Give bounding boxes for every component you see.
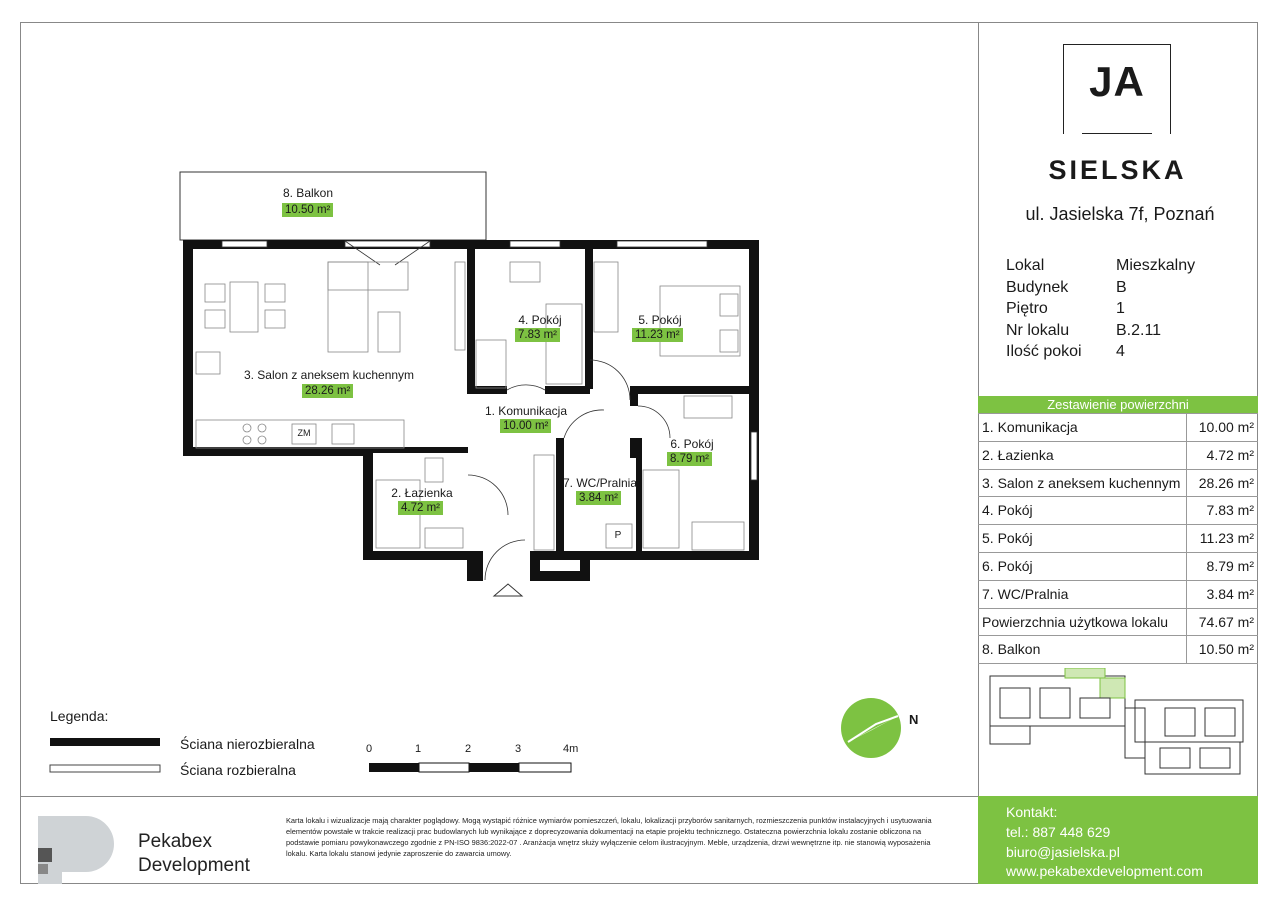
room-name-komunikacja: 1. Komunikacja (484, 404, 568, 418)
developer-logo-icon (34, 808, 134, 884)
info-value: Mieszkalny (1116, 257, 1196, 274)
room-name-pokoj4: 4. Pokój (518, 313, 562, 327)
developer-name (138, 830, 250, 878)
table-cell-name: 2. Łazienka (978, 442, 1187, 469)
scale-tick-4: 4m (563, 743, 579, 755)
legend-solid-label: Ściana nierozbieralna (180, 736, 315, 752)
table-cell-name: 4. Pokój (978, 497, 1187, 524)
room-area-komunikacja: 10.00 m² (500, 419, 551, 433)
fridge-mark: ZM (297, 428, 311, 438)
developer-name-line2: Development (138, 855, 250, 876)
table-cell-name: Powierzchnia użytkowa lokalu (978, 609, 1187, 636)
room-area-balkon: 10.50 m² (282, 203, 333, 217)
contact-email[interactable]: biuro@jasielska.pl (1006, 844, 1120, 860)
contact-title: Kontakt: (1006, 804, 1058, 820)
info-key: Ilość pokoi (1006, 343, 1082, 360)
table-row (978, 581, 1258, 609)
table-cell-value: 8.79 m² (1206, 557, 1254, 574)
info-key: Lokal (1006, 257, 1045, 274)
info-row (1006, 300, 1195, 322)
room-name-balkon: 8. Balkon (282, 186, 334, 200)
building-key-plan (985, 668, 1250, 778)
room-name-wc: 7. WC/Pralnia (562, 476, 638, 490)
table-cell-value: 3.84 m² (1206, 585, 1254, 602)
info-row (1006, 257, 1195, 279)
table-cell-value: 74.67 m² (1198, 613, 1254, 630)
info-key: Budynek (1006, 278, 1069, 296)
info-value: 1 (1116, 300, 1125, 317)
table-cell-name: 5. Pokój (978, 525, 1187, 552)
table-cell-name: 3. Salon z aneksem kuchennym (978, 470, 1187, 497)
info-key: Piętro (1006, 300, 1048, 317)
room-area-salon: 28.26 m² (302, 384, 353, 398)
legend-title: Legenda: (50, 708, 109, 724)
logo-name: SIELSKA (1048, 155, 1187, 185)
address: ul. Jasielska 7f, Poznań (1025, 204, 1215, 224)
scale-bar (369, 763, 571, 772)
table-row (978, 553, 1258, 581)
info-value: B (1116, 278, 1127, 296)
table-row (978, 470, 1258, 498)
room-area-pokoj6: 8.79 m² (667, 452, 712, 466)
table-row (978, 636, 1258, 664)
info-value: 4 (1116, 343, 1125, 360)
compass-label: N (909, 712, 919, 727)
table-cell-name: 1. Komunikacja (978, 414, 1187, 441)
table-row-total (978, 609, 1258, 637)
info-row (1006, 343, 1195, 365)
table-cell-value: 11.23 m² (1199, 530, 1254, 547)
legend-light-line (50, 765, 160, 772)
contact-phone[interactable]: tel.: 887 448 629 (1006, 824, 1111, 840)
disclaimer: Karta lokalu i wizualizacje mają charakter poglądowy. Mogą wystąpić różnice wymiarów pomieszczeń, lokalu, lokalizacji przyborów sanitarnych, rozmieszczenia punktów instalacyjnych i usytuowania elementów powstałe w trakcie realizacji prac budowlanych lub wynikające z doprecyzowania dokumentacji na etapie projektu technicznego. Ostateczna powierzchnia lokalu zostanie obliczona na podstawie pomiaru powykonawczego zgodnie z PN-ISO 9836:2022-07 . Aranżacja wnętrz służy wyłączenie celom ilustracyjnym. Meble, urządzenia, drzwi wewnętrzne itp. nie stanowią wyposażenia lokalu. Karta lokalu stanowi jedynie zaproszenie do zawarcia umowy. (286, 816, 932, 858)
scale-tick-1: 1 (415, 743, 422, 755)
entrance-arrow (494, 584, 522, 596)
room-area-lazienka: 4.72 m² (398, 501, 443, 515)
table-cell-name: 6. Pokój (978, 553, 1187, 580)
room-name-pokoj6: 6. Pokój (670, 437, 714, 451)
room-area-pokoj5: 11.23 m² (632, 328, 683, 342)
table-cell-name: 7. WC/Pralnia (978, 581, 1187, 608)
scale-tick-0: 0 (366, 743, 373, 755)
contact-panel (978, 796, 1258, 884)
table-row (978, 525, 1258, 553)
logo-mark: JA (1089, 58, 1145, 105)
developer-name-line1: Pekabex (138, 831, 212, 852)
room-name-lazienka: 2. Łazienka (391, 486, 453, 500)
scale-tick-2: 2 (465, 743, 472, 755)
info-value: B.2.11 (1116, 321, 1162, 339)
scale-tick-3: 3 (515, 743, 522, 755)
table-row (978, 497, 1258, 525)
compass-icon (841, 698, 901, 758)
table-cell-value: 10.00 m² (1198, 419, 1254, 435)
legend-light-label: Ściana rozbieralna (180, 762, 296, 778)
area-table (978, 396, 1258, 664)
contact-website[interactable]: www.pekabexdevelopment.com (1006, 863, 1203, 879)
info-row (1006, 279, 1195, 301)
table-cell-value: 10.50 m² (1198, 641, 1254, 658)
area-table-title: Zestawienie powierzchni (978, 396, 1258, 413)
table-row (978, 413, 1258, 442)
table-cell-value: 28.26 m² (1198, 474, 1254, 491)
washer-mark: P (614, 530, 622, 541)
room-area-wc: 3.84 m² (576, 491, 621, 505)
room-area-pokoj4: 7.83 m² (515, 328, 560, 342)
info-list (1006, 257, 1195, 365)
info-row (1006, 322, 1195, 344)
table-cell-value: 4.72 m² (1206, 446, 1254, 463)
legend-solid-line (50, 738, 160, 746)
table-cell-name: 8. Balkon (978, 636, 1187, 663)
table-row (978, 442, 1258, 470)
info-key: Nr lokalu (1006, 321, 1070, 339)
room-name-salon: 3. Salon z aneksem kuchennym (243, 368, 415, 382)
room-name-pokoj5: 5. Pokój (638, 313, 682, 327)
table-cell-value: 7.83 m² (1206, 502, 1254, 519)
